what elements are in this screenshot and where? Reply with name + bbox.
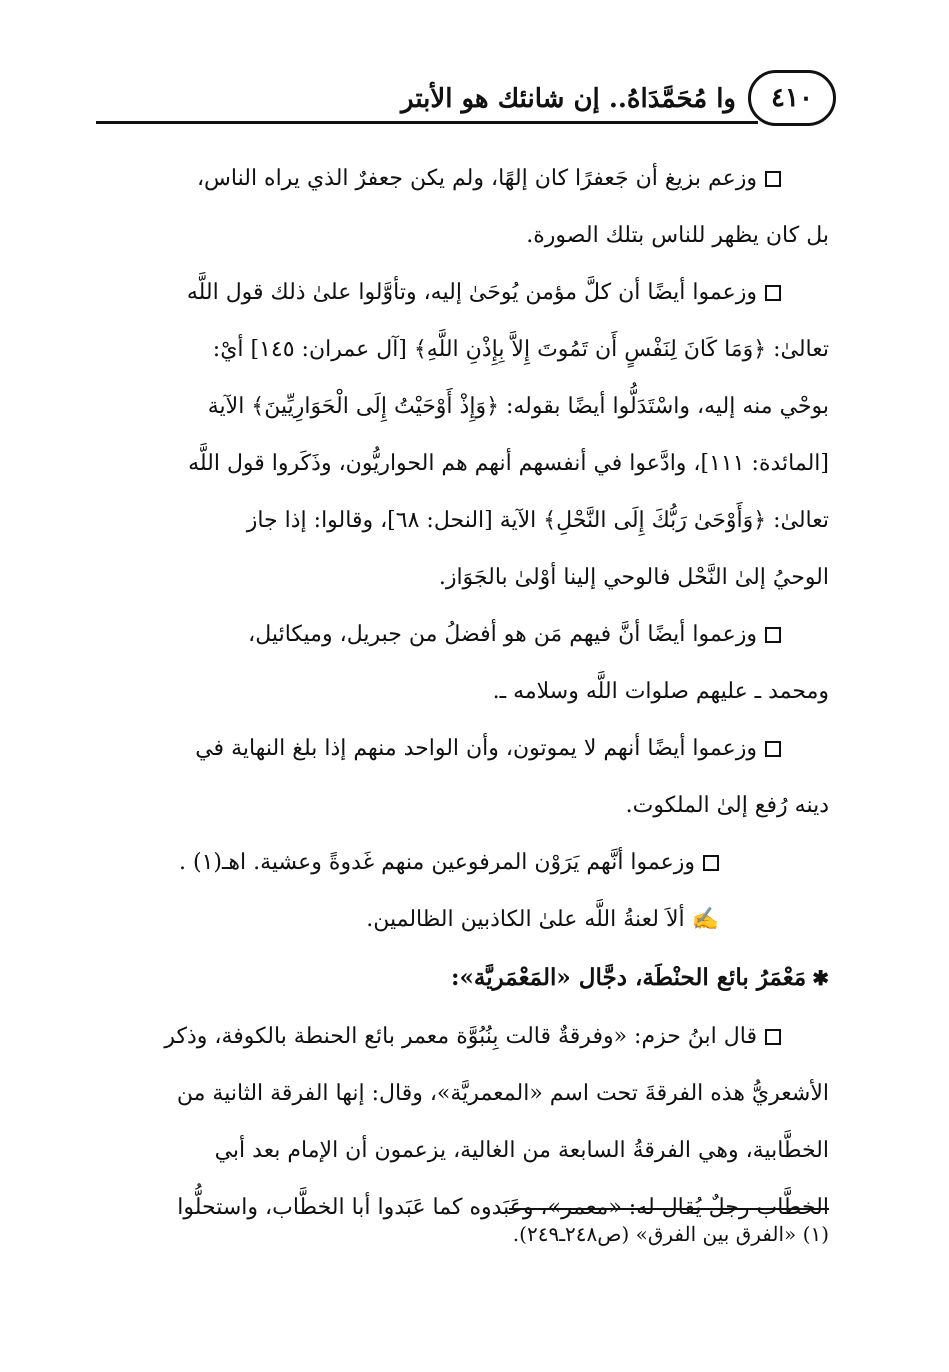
checkbox-bullet-icon	[765, 1029, 781, 1045]
text-line: الوحيُ إلىٰ النَّحْل فالوحي إلينا أوْلىٰ بالجَوَاز.	[438, 565, 829, 590]
section-heading	[100, 948, 829, 1008]
text-line: الخطَّابية، وهي الفرقةُ السابعة من الغالية، يزعمون أن الإمام بعد أبي	[214, 1138, 829, 1163]
page-body	[100, 150, 829, 1236]
page-header	[96, 70, 836, 128]
checkbox-bullet-icon	[765, 171, 781, 187]
paragraph-malakut	[100, 720, 829, 834]
text-line: ومحمد ـ عليهم صلوات اللَّه وسلامه ـ.	[492, 679, 829, 704]
checkbox-bullet-icon	[765, 741, 781, 757]
text-line: وزعم بزيغ أن جَعفرًا كان إلهًا، ولم يكن جعفرٌ الذي يراه الناس،	[196, 166, 757, 191]
heading-text: مَعْمَرُ بائع الحنْطَة، دجَّال «المَعْمَريَّة»:	[451, 964, 807, 991]
text-line: قال ابنُ حزم: «وفرقةٌ قالت بِنُبُوَّة معمر بائع الحنطة بالكوفة، وذكر	[164, 1024, 757, 1049]
checkbox-bullet-icon	[765, 285, 781, 301]
text-line: وزعموا أيضًا أنهم لا يموتون، وأن الواحد منهم إذا بلغ النهاية في	[195, 736, 757, 761]
text-line: دينه رُفع إلىٰ الملكوت.	[625, 793, 829, 818]
text-line: وزعموا أيضًا أن كلَّ مؤمن يُوحَىٰ إليه، وتأوَّلوا علىٰ ذلك قول اللَّه	[186, 280, 757, 305]
text-line: وزعموا أنَّهم يَرَوْن المرفوعين منهم غَدوةً وعشية. اهـ(١) .	[178, 850, 695, 875]
running-title: وا مُحَمَّدَاهُ.. إن شانئك هو الأبتر	[400, 84, 736, 114]
text-line: [المائدة: ١١١]، وادَّعوا في أنفسهم أنهم هم الحواريُّون، وذَكَروا قول اللَّه	[188, 451, 829, 476]
paragraph-ghadwa	[100, 834, 829, 891]
footnote: (١) «الفرق بين الفرق» (ص٢٤٨ـ٢٤٩).	[512, 1222, 829, 1246]
paragraph-wahy	[100, 264, 829, 606]
footnote-rule	[509, 1208, 829, 1210]
paragraph-jibril	[100, 606, 829, 720]
text-line: بل كان يظهر للناس بتلك الصورة.	[526, 223, 829, 248]
checkbox-bullet-icon	[703, 855, 719, 871]
text-line: ✍ ألاَ لعنةُ اللَّه علىٰ الكاذبين الظالمين.	[366, 907, 719, 932]
text-line: تعالىٰ: ﴿وَأَوْحَىٰ رَبُّكَ إِلَى النَّحْلِ﴾ الآية [النحل: ٦٨]، وقالوا: إذا جاز	[246, 508, 829, 533]
asterisk-icon: ✱	[812, 966, 829, 990]
text-line: الأشعريُّ هذه الفرقةَ تحت اسم «المعمريَّة»، وقال: إنها الفرقة الثانية من	[176, 1081, 829, 1106]
text-line: تعالىٰ: ﴿وَمَا كَانَ لِنَفْسٍ أَن تَمُوتَ إِلاَّ بِإِذْنِ اللَّهِ﴾ [آل عمران: ١٤٥] أيْ:	[212, 337, 829, 362]
paragraph-curse	[100, 891, 829, 948]
checkbox-bullet-icon	[765, 627, 781, 643]
paragraph-ibn-hazm	[100, 1008, 829, 1236]
header-rule	[96, 121, 758, 124]
paragraph-bazigh	[100, 150, 829, 264]
page-number: ٤١٠	[748, 70, 836, 126]
text-line: بوحْي منه إليه، واسْتَدَلُّوا أيضًا بقوله: ﴿وَإِذْ أَوْحَيْتُ إِلَى الْحَوَارِيِّينَ﴾ الآية	[207, 394, 829, 419]
text-line: الخطَّاب رجلٌ يُقال له: «معمر»، وعَبَدوه كما عَبَدوا أبا الخطَّاب، واستحلُّوا	[177, 1195, 829, 1220]
text-line: وزعموا أيضًا أنَّ فيهم مَن هو أفضلُ من جبريل، وميكائيل،	[248, 622, 757, 647]
